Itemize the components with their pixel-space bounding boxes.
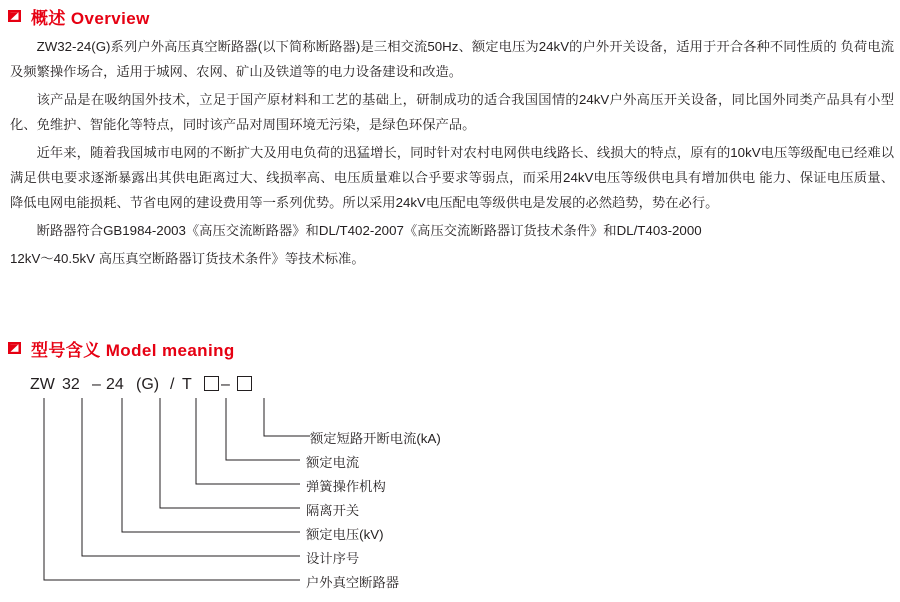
model-code-diagram [0, 372, 900, 600]
overview-section-heading [8, 4, 150, 29]
code-variant: (G) [136, 376, 160, 393]
model-meaning-section-heading [8, 336, 235, 361]
overview-title: 概述 Overview [31, 9, 150, 28]
code-prefix: ZW [30, 376, 55, 393]
code-mechanism: T [182, 376, 192, 393]
code-dash-2: – [221, 376, 230, 393]
model-meaning-title: 型号含义 Model meaning [31, 341, 235, 360]
red-flag-icon [8, 9, 23, 24]
label-spring-mechanism: 弹簧操作机构 [306, 479, 386, 494]
overview-paragraph-5: 12kV～40.5kV 高压真空断路器订货技术条件》等技术标准。 [10, 251, 365, 266]
code-voltage: 24 [106, 376, 124, 393]
overview-paragraph-4: 断路器符合GB1984-2003《高压交流断路器》和DL/T402-2007《高压交流断路器订货技术条件》和DL/T403-2000 [36, 223, 702, 238]
overview-body [10, 34, 894, 274]
code-slash: / [170, 376, 175, 393]
label-isolating-switch: 隔离开关 [306, 503, 360, 518]
label-rated-voltage: 额定电压(kV) [306, 527, 384, 542]
label-outdoor-vacuum-breaker: 户外真空断路器 [306, 575, 400, 590]
label-design-serial: 设计序号 [306, 551, 360, 566]
overview-paragraph-2: 该产品是在吸纳国外技术，立足于国产原材料和工艺的基础上，研制成功的适合我国国情的24kV户外高压开关设备，同比国外同类产品具有小型化、免维护、智能化等特点，同时该产品对周围环境无污染，是绿色环保产品。 [10, 92, 894, 132]
code-dash-1: – [92, 376, 101, 393]
leader-lines [0, 372, 900, 600]
label-rated-breaking-current: 额定短路开断电流(kA) [310, 431, 441, 446]
label-rated-current: 额定电流 [306, 455, 360, 470]
overview-paragraph-1: ZW32-24(G)系列户外高压真空断路器(以下简称断路器)是三相交流50Hz、额定电压为24kV的户外开关设备，适用于开合各种不同性质的 负荷电流及频繁操作场合，适用于城网、农网、矿山及铁道等的电力设备建设和改造。 [10, 39, 894, 79]
overview-paragraph-3: 近年来，随着我国城市电网的不断扩大及用电负荷的迅猛增长，同时针对农村电网供电线路长、线损大的特点，原有的10kV电压等级配电已经难以满足供电要求逐渐暴露出其供电距离过大、线损率高、电压质量难以合乎要求等弱点，而采用24kV电压等级供电具有增加供电 能力、保证电压质量、降低电网电能损耗、节省电网的建设费用等一系列优势。所以采用24kV电压配电等级供电是发展的必然趋势，势在必行。 [10, 145, 894, 210]
red-flag-icon [8, 341, 23, 356]
code-design: 32 [62, 376, 80, 393]
